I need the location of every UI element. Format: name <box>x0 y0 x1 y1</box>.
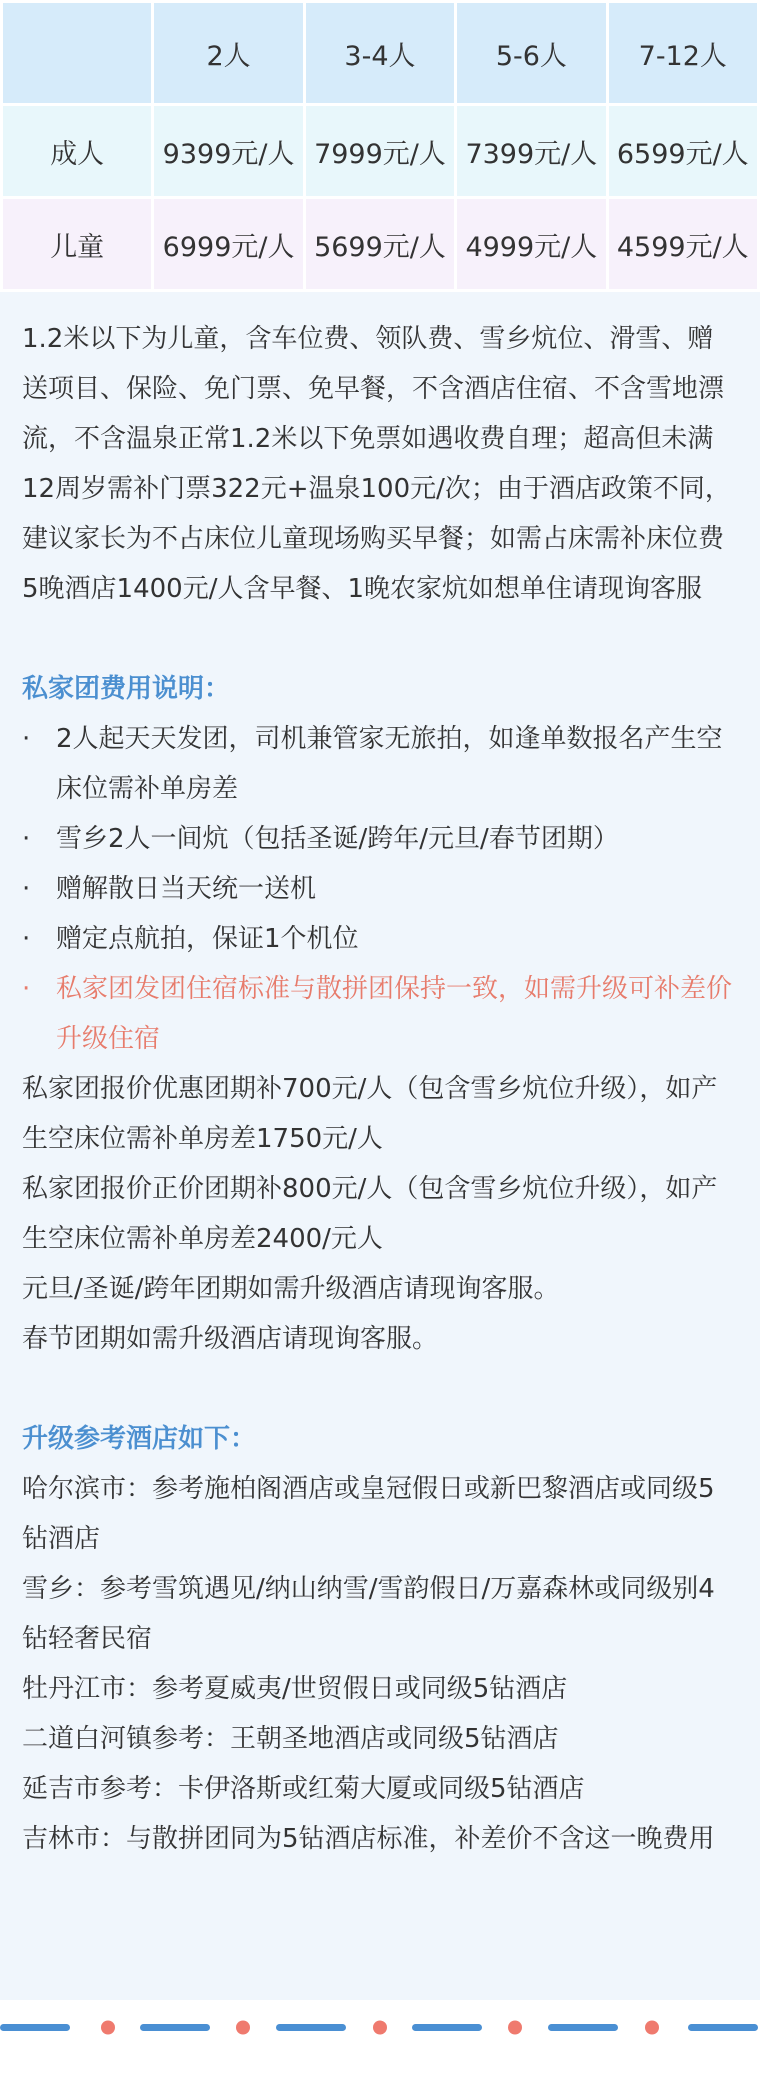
hotel-item: 哈尔滨市：参考施柏阁酒店或皇冠假日或新巴黎酒店或同级5钻酒店 <box>22 1474 715 1554</box>
list-item-text: 赠定点航拍，保证1个机位 <box>56 924 359 954</box>
price-cell: 5699元/人 <box>304 198 455 291</box>
divider-dash <box>140 2024 210 2031</box>
highlight-list-item <box>22 964 738 1064</box>
bullet-dot: · <box>22 924 31 954</box>
list-item-text: 雪乡2人一间炕（包括圣诞/跨年/元旦/春节团期） <box>56 824 619 854</box>
hotel-item: 吉林市：与散拼团同为5钻酒店标准，补差价不含这一晚费用 <box>22 1824 715 1854</box>
hotels-title: 升级参考酒店如下： <box>22 1424 257 1454</box>
price-cell: 6599元/人 <box>607 105 758 198</box>
highlight-item-text: 私家团发团住宿标准与散拼团保持一致，如需升级可补差价升级住宿 <box>56 974 733 1054</box>
price-cell: 7999元/人 <box>304 105 455 198</box>
hotel-item: 雪乡：参考雪筑遇见/纳山纳雪/雪韵假日/万嘉森林或同级别4钻轻奢民宿 <box>22 1574 715 1654</box>
divider-dash <box>548 2024 618 2031</box>
content-body <box>0 292 760 1864</box>
private-group-note: 元旦/圣诞/跨年团期如需升级酒店请现询客服。 <box>22 1274 560 1304</box>
price-cell: 4999元/人 <box>456 198 607 291</box>
hotel-item: 延吉市参考：卡伊洛斯或红菊大厦或同级5钻酒店 <box>22 1774 585 1804</box>
divider-dash <box>0 2024 70 2031</box>
divider-dot <box>373 2021 387 2035</box>
divider-dot <box>101 2021 115 2035</box>
child-note: 1.2米以下为儿童，含车位费、领队费、雪乡炕位、滑雪、赠送项目、保险、免门票、免早餐，不含酒店住宿、不含雪地漂流，不含温泉正常1.2米以下免票如遇收费自理；超高但未满12周岁需补门票322元+温泉100元/次；由于酒店政策不同，建议家长为不占床位儿童现场购买早餐；如需占床需补床位费5晚酒店1400元/人含早餐、1晚农家炕如想单住请现询客服 <box>22 324 731 604</box>
price-cell: 4599元/人 <box>607 198 758 291</box>
header-cell-empty <box>2 2 153 105</box>
divider-dash <box>688 2024 758 2031</box>
private-group-note: 私家团报价优惠团期补700元/人（包含雪乡炕位升级），如产生空床位需补单房差1750元/人 <box>22 1074 718 1154</box>
divider-dot <box>645 2021 659 2035</box>
private-group-title: 私家团费用说明： <box>22 674 231 704</box>
bullet-dot: · <box>22 724 31 754</box>
price-cell: 7399元/人 <box>456 105 607 198</box>
list-item <box>22 914 738 964</box>
list-item <box>22 814 738 864</box>
divider-dash <box>412 2024 482 2031</box>
divider-dot <box>236 2021 250 2035</box>
row-label-adult: 成人 <box>2 105 153 198</box>
price-table-header-row <box>2 2 759 105</box>
child-price-row <box>2 198 759 291</box>
header-cell-2-people: 2人 <box>153 2 304 105</box>
header-cell-5-6-people: 5-6人 <box>456 2 607 105</box>
row-label-child: 儿童 <box>2 198 153 291</box>
price-cell: 6999元/人 <box>153 198 304 291</box>
private-group-note: 私家团报价正价团期补800元/人（包含雪乡炕位升级），如产生空床位需补单房差2400/元人 <box>22 1174 718 1254</box>
hotel-item: 牡丹江市：参考夏威夷/世贸假日或同级5钻酒店 <box>22 1674 568 1704</box>
bullet-dot: · <box>22 824 31 854</box>
divider-dot <box>508 2021 522 2035</box>
list-item <box>22 714 738 814</box>
list-item-text: 2人起天天发团，司机兼管家无旅拍，如逢单数报名产生空床位需补单房差 <box>56 724 723 804</box>
adult-price-row <box>2 105 759 198</box>
list-item <box>22 864 738 914</box>
private-group-note: 春节团期如需升级酒店请现询客服。 <box>22 1324 439 1354</box>
hotel-item: 二道白河镇参考：王朝圣地酒店或同级5钻酒店 <box>22 1724 559 1754</box>
footer-divider <box>0 2012 760 2042</box>
list-item-text: 赠解散日当天统一送机 <box>56 874 317 904</box>
divider-dash <box>276 2024 346 2031</box>
bullet-dot: · <box>22 974 31 1004</box>
bullet-dot: · <box>22 874 31 904</box>
header-cell-7-12-people: 7-12人 <box>607 2 758 105</box>
price-cell: 9399元/人 <box>153 105 304 198</box>
header-cell-3-4-people: 3-4人 <box>304 2 455 105</box>
price-table <box>0 0 760 292</box>
